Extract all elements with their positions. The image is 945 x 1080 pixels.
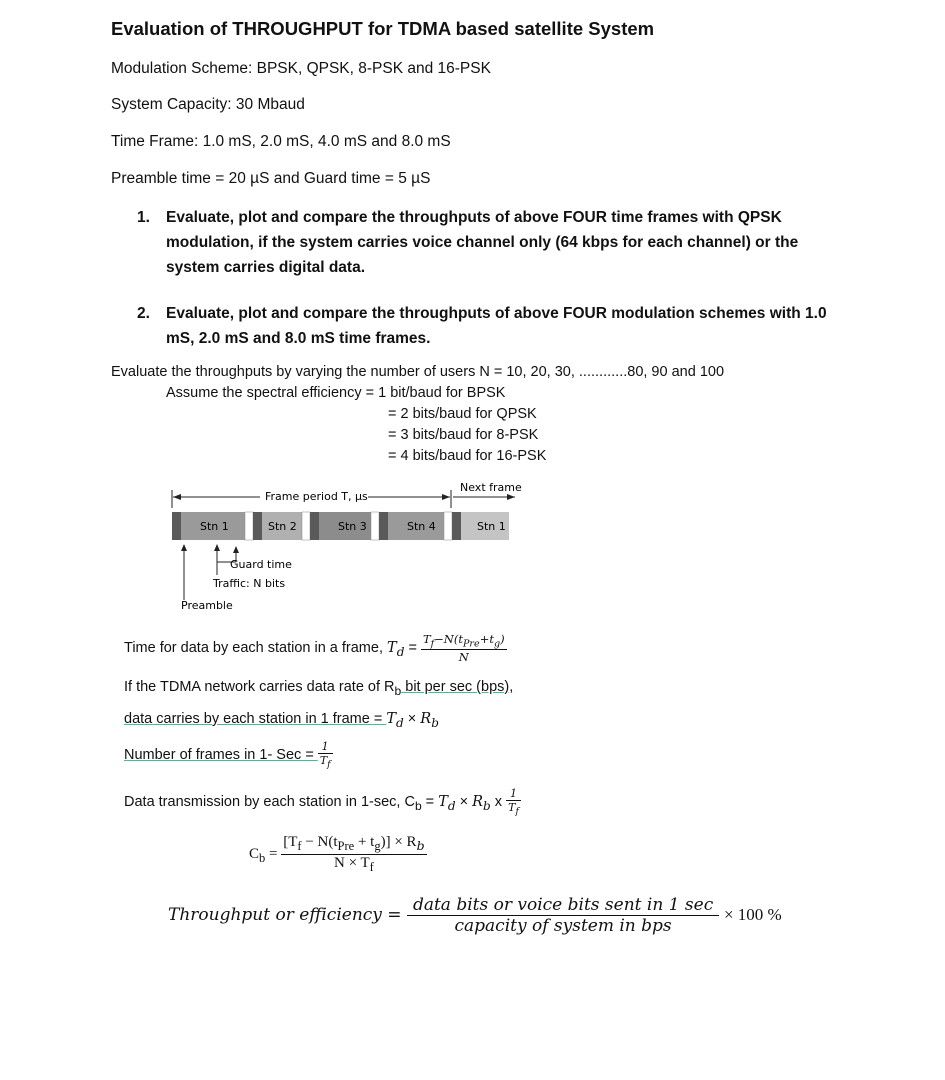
guard-slot: [245, 512, 253, 540]
question-1-text: Evaluate, plot and compare the throughputs of above FOUR time frames with QPSK modulation, if the system carries voice channel only (64 kbps for each channel) or the system carries digital data.: [166, 209, 799, 276]
preamble-label: Preamble: [181, 599, 233, 612]
spectral-qpsk: = 2 bits/baud for QPSK: [388, 406, 537, 422]
question-2-text: Evaluate, plot and compare the throughputs of above FOUR modulation schemes with 1.0 mS, 2.0 mS and 8.0 mS time frames.: [166, 305, 827, 347]
page-title: Evaluation of THROUGHPUT for TDMA based satellite System: [111, 18, 655, 39]
per-frame-line: data carries by each station in 1 frame = $T_d \times R_b$: [124, 711, 439, 730]
question-2-number: 2.: [137, 305, 150, 322]
modulation-line: Modulation Scheme: BPSK, QPSK, 8-PSK and 16-PSK: [111, 60, 491, 77]
station-label-3: Stn 3: [338, 520, 367, 533]
frame-arrow-head-left: [173, 494, 181, 500]
preamble-line: Preamble time = 20 µS and Guard time = 5 µS: [111, 170, 431, 187]
frame-period-label: Frame period T, µs: [265, 490, 368, 503]
rate-line: If the TDMA network carries data rate of $R_b$ bit per sec (bps),: [124, 679, 514, 698]
capacity-line: System Capacity: 30 Mbaud: [111, 96, 305, 113]
question-1-number: 1.: [137, 209, 150, 226]
guard-time-label: Guard time: [230, 558, 292, 571]
td-formula: Time for data by each station in a frame, $T_d$ = $\frac{T_f-N(t_{Pre}+t_g)}{N}$: [124, 632, 505, 665]
station-label-1: Stn 1: [200, 520, 229, 533]
spectral-intro: Assume the spectral efficiency = 1 bit/baud for BPSK: [166, 385, 506, 401]
preamble-slot: [172, 512, 181, 540]
station-label-2: Stn 2: [268, 520, 297, 533]
spectral-16psk: = 4 bits/baud for 16-PSK: [388, 448, 547, 464]
frame-arrow-head-right: [442, 494, 450, 500]
throughput-formula: Throughput or efficiency = $\frac{\text{data bits or voice bits sent in 1 sec}}{\text{capacity of system in bps}}$ × 100 %: [168, 895, 782, 936]
td-fraction: $\frac{T_f-N(t_{Pre}+t_g)}{N}$: [422, 632, 505, 665]
users-line: Evaluate the throughputs by varying the number of users N = 10, 20, 30, ............80, 90 and 100: [111, 364, 725, 380]
station-label-4: Stn 4: [407, 520, 436, 533]
traffic-label: Traffic: N bits: [213, 577, 286, 590]
frames-per-second-line: Number of frames in 1- Sec = $\frac{1}{T_f}$: [124, 740, 331, 771]
cb-expanded-formula: $C_b$ = $\frac{[T_f - N(t_{Pre} + t_g)] \times R_b}{N \times T_f}$: [249, 834, 425, 874]
time-frame-line: Time Frame: 1.0 mS, 2.0 mS, 4.0 mS and 8.0 mS: [111, 133, 451, 150]
tdma-frame-diagram: [160, 478, 540, 618]
cb-line: Data transmission by each station in 1-sec, $C_b = T_d \times R_b$ x $\frac{1}{T_f}$: [124, 787, 519, 818]
spectral-8psk: = 3 bits/baud for 8-PSK: [388, 427, 539, 443]
next-frame-label: Next frame: [460, 481, 522, 494]
station-label-5: Stn 1: [477, 520, 506, 533]
